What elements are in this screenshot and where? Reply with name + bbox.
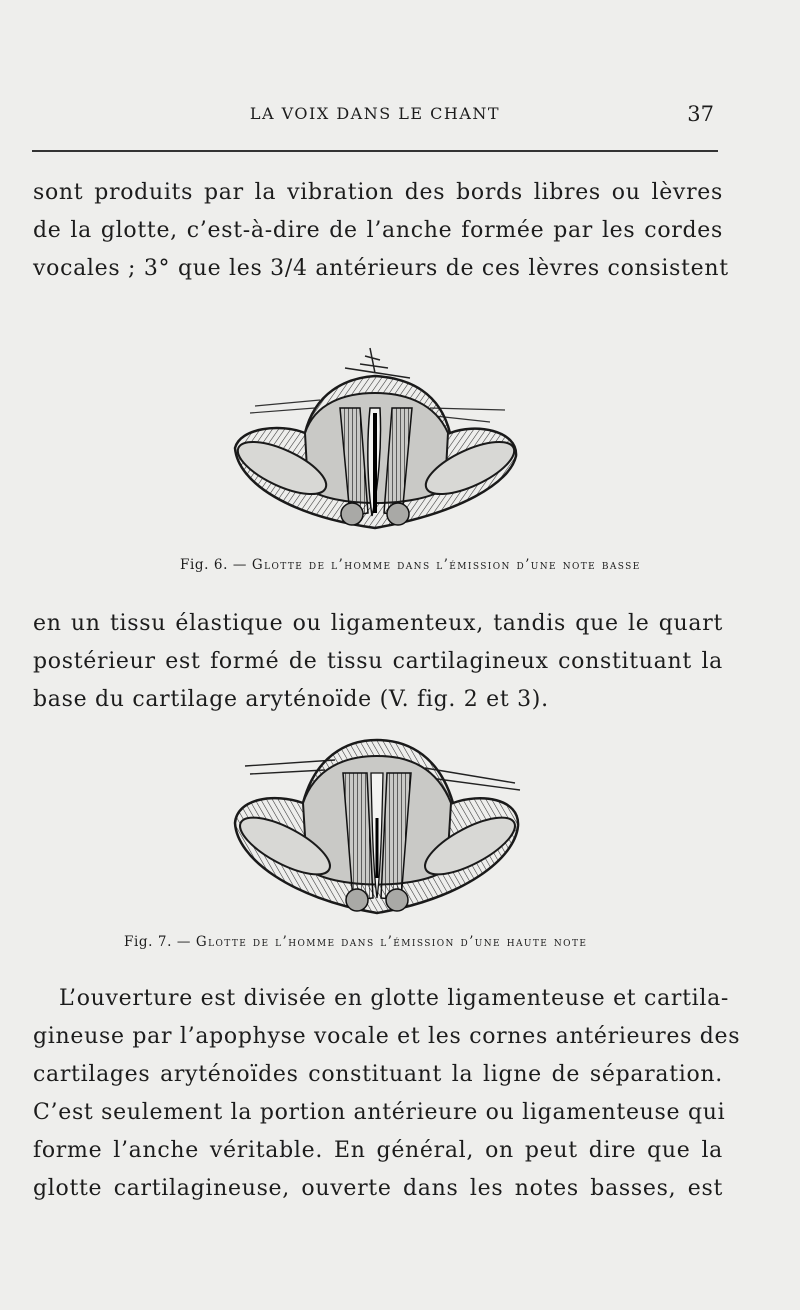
page-number: 37 xyxy=(687,102,714,126)
text-line: forme l’anche véritable. En général, on peut dire que la xyxy=(33,1138,723,1163)
text-line: en un tissu élastique ou ligamenteux, tandis que le quart xyxy=(33,611,723,636)
figure-number: Fig. 6. xyxy=(180,557,228,573)
text-line: sont produits par la vibration des bords libres ou lèvres xyxy=(33,180,723,205)
text-line: cartilages aryténoïdes constituant la ligne de séparation. xyxy=(33,1062,723,1087)
text-line: vocales ; 3° que les 3/4 antérieurs de ces lèvres consistent xyxy=(33,256,729,281)
paragraph-2 xyxy=(33,605,723,719)
text-line: gineuse par l’apophyse vocale et les cornes antérieures des xyxy=(33,1024,741,1049)
caption-text: Glotte de l’homme dans l’émission d’une note basse xyxy=(251,557,641,573)
text-line: postérieur est formé de tissu cartilagineux constituant la xyxy=(33,649,723,674)
text-line: L’ouverture est divisée en glotte ligamenteuse et cartila- xyxy=(59,986,730,1011)
text-line: glotte cartilagineuse, ouverte dans les notes basses, est xyxy=(33,1176,723,1201)
text-line: C’est seulement la portion antérieure ou ligamenteuse qui xyxy=(33,1100,726,1125)
figure-7-glottis-illustration xyxy=(225,728,530,923)
running-title: LA VOIX DANS LE CHANT xyxy=(249,104,501,123)
paragraph-3 xyxy=(33,980,741,1208)
page-header xyxy=(32,104,718,130)
caption-dash: — xyxy=(176,934,192,950)
figure-number: Fig. 7. xyxy=(124,934,172,950)
figure-6-glottis-illustration xyxy=(220,338,530,538)
caption-text: Glotte de l’homme dans l’émission d’une haute note xyxy=(195,934,588,950)
text-line: base du cartilage aryténoïde (V. fig. 2 et 3). xyxy=(33,687,549,712)
header-rule xyxy=(32,150,718,152)
caption-dash: — xyxy=(232,557,248,573)
figure-7-caption xyxy=(124,934,587,950)
text-line: de la glotte, c’est-à-dire de l’anche formée par les cordes xyxy=(33,218,723,243)
paragraph-1 xyxy=(33,174,729,288)
figure-6-caption xyxy=(180,557,641,573)
